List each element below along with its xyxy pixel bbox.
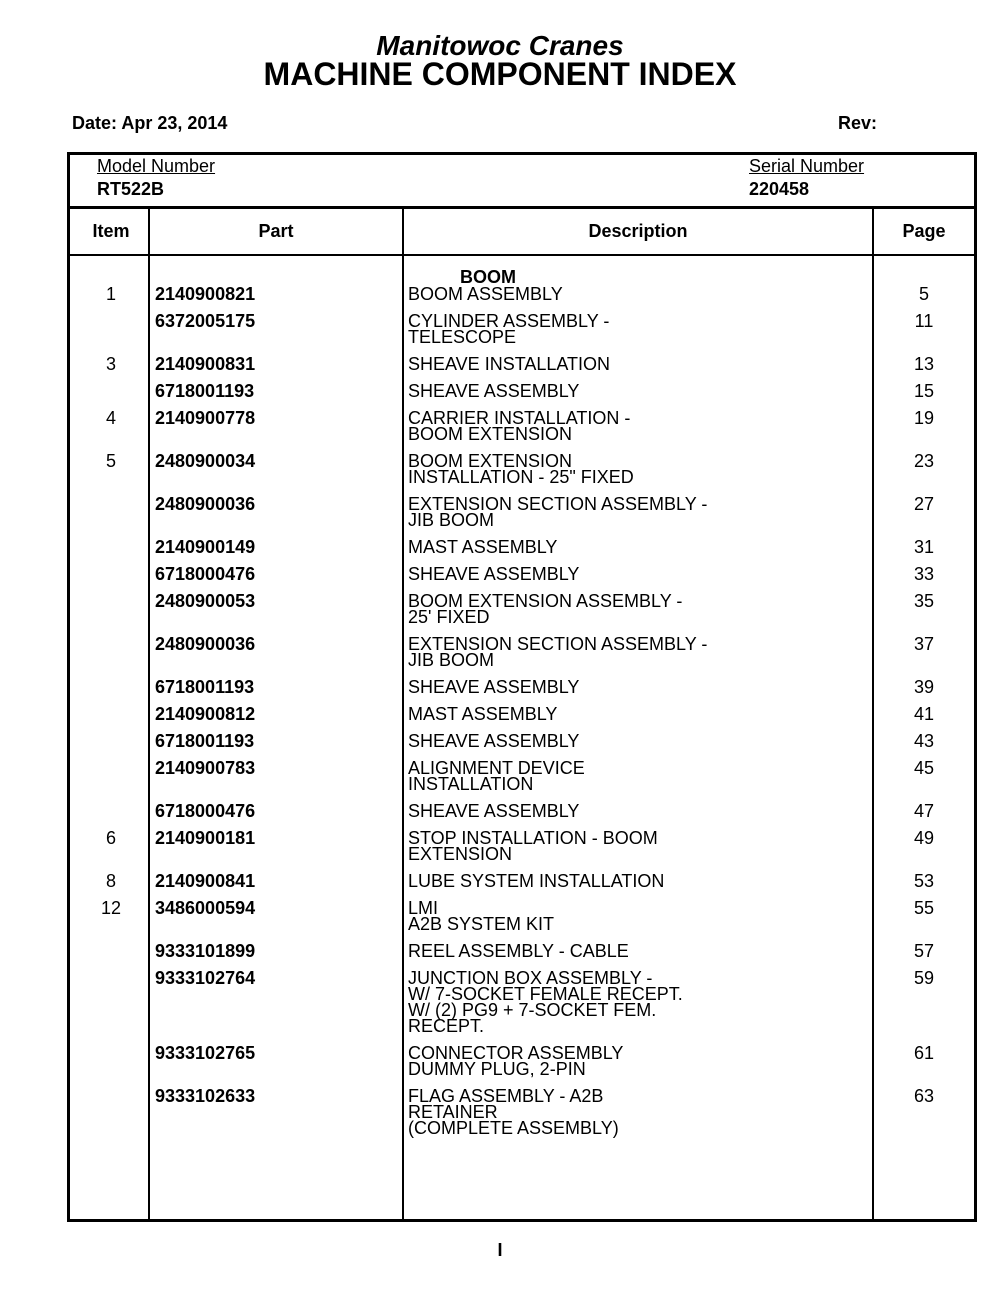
row-description-line: JIB BOOM [408, 650, 495, 670]
row-part-number: 3486000594 [155, 898, 256, 918]
row-page-number: 61 [913, 1043, 935, 1063]
row-page-number: 33 [913, 564, 935, 584]
row-description-line: MAST ASSEMBLY [408, 537, 558, 557]
row-description-line: EXTENSION SECTION ASSEMBLY - [408, 634, 708, 654]
row-description-line: A2B SYSTEM KIT [408, 914, 555, 934]
row-description-line: DUMMY PLUG, 2-PIN [408, 1059, 586, 1079]
row-description-line: RECEPT. [408, 1016, 485, 1036]
column-header-item: Item [92, 221, 130, 241]
row-description [408, 873, 868, 889]
row-description-line: CARRIER INSTALLATION - [408, 408, 631, 428]
row-part-number: 2140900831 [155, 354, 256, 374]
row-description [408, 803, 868, 819]
row-description [408, 706, 868, 722]
row-part-number: 6718001193 [155, 677, 255, 697]
row-page-number: 11 [914, 311, 934, 331]
row-page-number: 19 [913, 408, 935, 428]
row-page-number: 27 [913, 494, 935, 514]
row-description [408, 313, 868, 345]
row-description-line: CYLINDER ASSEMBLY - [408, 311, 610, 331]
row-part-number: 2480900036 [155, 634, 256, 654]
row-item-number: 8 [105, 871, 116, 891]
row-description-line: LMI [408, 898, 439, 918]
row-item-number: 3 [105, 354, 116, 374]
row-part-number: 2140900783 [155, 758, 256, 778]
row-item-number: 4 [105, 408, 116, 428]
row-description-line: SHEAVE INSTALLATION [408, 354, 611, 374]
row-part-number: 2140900821 [155, 284, 256, 304]
model-number-label: Model Number [97, 156, 216, 176]
row-description [408, 830, 868, 862]
row-description-line: BOOM EXTENSION [408, 424, 573, 444]
row-description [408, 1088, 868, 1136]
row-description [408, 566, 868, 582]
row-part-number: 2480900053 [155, 591, 256, 611]
row-page-number: 23 [913, 451, 935, 471]
row-description-line: 25' FIXED [408, 607, 490, 627]
row-part-number: 2480900036 [155, 494, 256, 514]
row-page-number: 49 [913, 828, 935, 848]
row-part-number: 6718001193 [155, 381, 255, 401]
row-description-line: INSTALLATION [408, 774, 534, 794]
column-header-part: Part [258, 221, 294, 241]
row-description [408, 453, 868, 485]
row-description [408, 496, 868, 528]
row-part-number: 9333102633 [155, 1086, 256, 1106]
column-header-page: Page [902, 221, 946, 241]
model-number-value: RT522B [97, 179, 165, 199]
row-description-line: LUBE SYSTEM INSTALLATION [408, 871, 665, 891]
row-part-number: 2140900778 [155, 408, 256, 428]
column-divider-part-description [402, 209, 404, 1219]
page-number: I [497, 1240, 503, 1260]
row-description-line: BOOM ASSEMBLY [408, 284, 563, 304]
row-description-line: SHEAVE ASSEMBLY [408, 677, 580, 697]
row-description-line: W/ (2) PG9 + 7-SOCKET FEM. [408, 1000, 657, 1020]
row-page-number: 31 [913, 537, 935, 557]
row-page-number: 43 [913, 731, 935, 751]
row-description-line: STOP INSTALLATION - BOOM [408, 828, 658, 848]
row-part-number: 6372005175 [155, 311, 256, 331]
row-description-line: SHEAVE ASSEMBLY [408, 381, 580, 401]
row-page-number: 57 [913, 941, 935, 961]
row-description-line: (COMPLETE ASSEMBLY) [408, 1118, 619, 1138]
row-part-number: 6718000476 [155, 564, 256, 584]
row-description-line: JIB BOOM [408, 510, 495, 530]
row-description-line: RETAINER [408, 1102, 498, 1122]
row-description [408, 970, 868, 1034]
row-part-number: 9333102765 [155, 1043, 256, 1063]
row-description [408, 679, 868, 695]
row-part-number: 9333101899 [155, 941, 256, 961]
date-label: Date: Apr 23, 2014 [72, 113, 228, 133]
serial-number-value: 220458 [749, 179, 810, 199]
row-description-line: SHEAVE ASSEMBLY [408, 801, 580, 821]
row-page-number: 45 [913, 758, 935, 778]
row-description-line: FLAG ASSEMBLY - A2B [408, 1086, 604, 1106]
row-description-line: MAST ASSEMBLY [408, 704, 558, 724]
row-page-number: 53 [913, 871, 935, 891]
section-heading: BOOM [460, 267, 516, 287]
document-title: MACHINE COMPONENT INDEX [263, 56, 737, 92]
row-description [408, 636, 868, 668]
row-description-line: BOOM EXTENSION [408, 451, 573, 471]
row-part-number: 2140900812 [155, 704, 256, 724]
row-description [408, 943, 868, 959]
header-divider [70, 254, 974, 256]
row-description [408, 900, 868, 932]
row-description-line: ALIGNMENT DEVICE [408, 758, 585, 778]
row-item-number: 5 [105, 451, 116, 471]
row-item-number: 6 [105, 828, 116, 848]
row-description-line: W/ 7-SOCKET FEMALE RECEPT. [408, 984, 683, 1004]
row-page-number: 35 [913, 591, 935, 611]
row-page-number: 41 [913, 704, 935, 724]
row-description-line: INSTALLATION - 25" FIXED [408, 467, 634, 487]
row-description-line: EXTENSION SECTION ASSEMBLY - [408, 494, 708, 514]
revision-label: Rev: [838, 113, 878, 133]
row-description [408, 539, 868, 555]
row-description [408, 286, 868, 302]
row-description-line: TELESCOPE [408, 327, 517, 347]
row-description [408, 383, 868, 399]
row-part-number: 2480900034 [155, 451, 256, 471]
row-description [408, 1045, 868, 1077]
row-page-number: 37 [913, 634, 935, 654]
row-description-line: BOOM EXTENSION ASSEMBLY - [408, 591, 683, 611]
row-description-line: CONNECTOR ASSEMBLY [408, 1043, 624, 1063]
column-header-description: Description [588, 221, 688, 241]
row-page-number: 13 [913, 354, 935, 374]
row-page-number: 5 [918, 284, 929, 304]
row-page-number: 15 [913, 381, 935, 401]
row-page-number: 39 [913, 677, 935, 697]
row-description-line: JUNCTION BOX ASSEMBLY - [408, 968, 653, 988]
row-description-line: REEL ASSEMBLY - CABLE [408, 941, 629, 961]
row-page-number: 55 [913, 898, 935, 918]
row-part-number: 6718000476 [155, 801, 256, 821]
row-description [408, 356, 868, 372]
row-part-number: 2140900149 [155, 537, 256, 557]
row-description [408, 760, 868, 792]
row-description [408, 410, 868, 442]
row-description [408, 593, 868, 625]
serial-number-label: Serial Number [749, 156, 865, 176]
row-description [408, 733, 868, 749]
row-part-number: 6718001193 [155, 731, 255, 751]
brand-title: Manitowoc Cranes [376, 30, 624, 61]
row-item-number: 1 [105, 284, 116, 304]
row-description-line: SHEAVE ASSEMBLY [408, 564, 580, 584]
row-page-number: 59 [913, 968, 935, 988]
row-description-line: EXTENSION [408, 844, 513, 864]
model-serial-block [70, 155, 974, 209]
row-item-number: 12 [100, 898, 122, 918]
row-page-number: 47 [913, 801, 935, 821]
row-description-line: SHEAVE ASSEMBLY [408, 731, 580, 751]
row-part-number: 2140900841 [155, 871, 256, 891]
row-part-number: 9333102764 [155, 968, 256, 988]
row-part-number: 2140900181 [155, 828, 256, 848]
row-page-number: 63 [913, 1086, 935, 1106]
